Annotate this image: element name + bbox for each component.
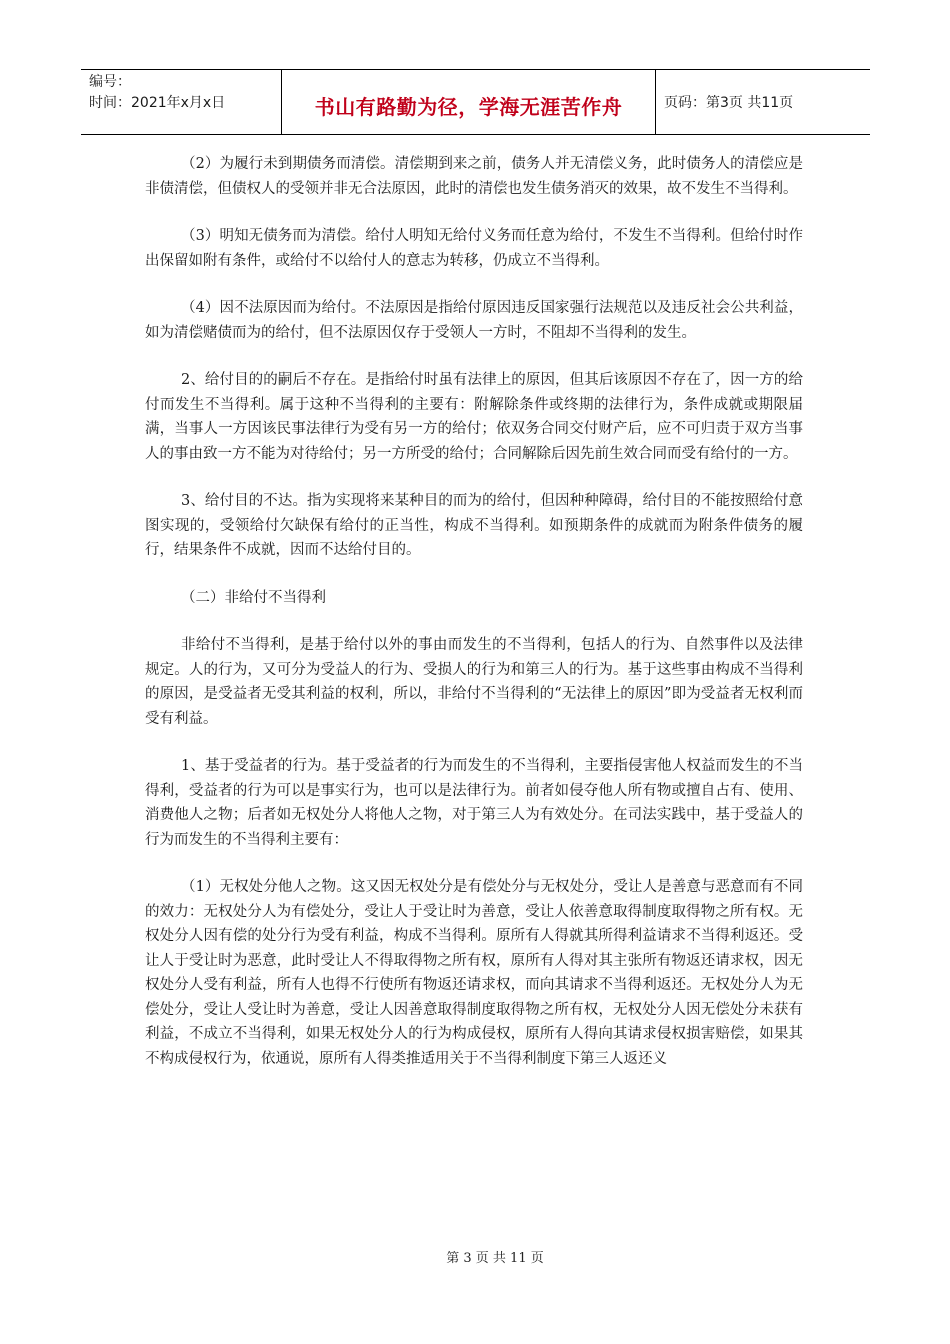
header-motto: 书山有路勤为径，学海无涯苦作舟	[314, 94, 623, 119]
header-motto-cell	[282, 70, 656, 134]
page-footer	[0, 1247, 950, 1266]
document-body	[145, 152, 803, 1094]
header-page-cell	[656, 70, 870, 134]
page-header	[81, 69, 870, 135]
header-meta-cell	[81, 70, 282, 134]
body-paragraph: 非给付不当得利，是基于给付以外的事由而发生的不当得利，包括人的行为、自然事件以及法律规定。人的行为，又可分为受益人的行为、受损人的行为和第三人的行为。基于这些事由构成不当得利的原因，是受益者无受其利益的权利，所以，非给付不当得利的“无法律上的原因”即为受益者无权利而受有利益。	[145, 637, 803, 727]
header-page-number: 页码：第3页 共11页	[664, 95, 794, 111]
body-paragraph: 1、基于受益者的行为。基于受益者的行为而发生的不当得利，主要指侵害他人权益而发生的不当得利，受益者的行为可以是事实行为，也可以是法律行为。前者如侵夺他人所有物或擅自占有、使用、消费他人之物；后者如无权处分人将他人之物，对于第三人为有效处分。在司法实践中，基于受益人的行为而发生的不当得利主要有：	[145, 758, 803, 848]
body-paragraph: （4）因不法原因而为给付。不法原因是指给付原因违反国家强行法规范以及违反社会公共利益，如为清偿赌债而为的给付，但不法原因仅存于受领人一方时，不阻却不当得利的发生。	[145, 300, 803, 341]
section-heading: （二）非给付不当得利	[181, 589, 326, 606]
document-number-label: 编号：	[89, 74, 131, 90]
footer-page-number: 第 3 页 共 11 页	[446, 1251, 544, 1266]
body-paragraph: （2）为履行未到期债务而清偿。清偿期到来之前，债务人并无清偿义务，此时债务人的清偿应是非债清偿，但债权人的受领并非无合法原因，此时的清偿也发生债务消灭的效果，故不发生不当得利。	[145, 156, 803, 197]
body-paragraph: （1）无权处分他人之物。这又因无权处分是有偿处分与无权处分，受让人是善意与恶意而有不同的效力：无权处分人为有偿处分，受让人于受让时为善意，受让人依善意取得制度取得物之所有权。无权处分人因有偿的处分行为受有利益，构成不当得利。原所有人得就其所得利益请求不当得利返还。受让人于受让时为恶意，此时受让人不得取得物之所有权，原所有人得对其主张所有物返还请求权，因无权处分人受有利益，所有人也得不行使所有物返还请求权，而向其请求不当得利返还。无权处分人为无偿处分，受让人受让时为善意，受让人因善意取得制度取得物之所有权，无权处分人因无偿处分未获有利益，不成立不当得利，如果无权处分人的行为构成侵权，原所有人得向其请求侵权损害赔偿，如果其不构成侵权行为，依通说，原所有人得类推适用关于不当得利制度下第三人返还义	[145, 879, 803, 1067]
document-time-label: 时间：2021年x月x日	[89, 95, 226, 111]
body-paragraph: 2、给付目的的嗣后不存在。是指给付时虽有法律上的原因，但其后该原因不存在了，因一方的给付而发生不当得利。属于这种不当得利的主要有：附解除条件或终期的法律行为，条件成就或期限届满，当事人一方因该民事法律行为受有另一方的给付；依双务合同交付财产后，应不可归责于双方当事人的事由致一方不能为对待给付；另一方所受的给付；合同解除后因先前生效合同而受有给付的一方。	[145, 372, 803, 462]
body-paragraph: 3、给付目的不达。指为实现将来某种目的而为的给付，但因种种障碍，给付目的不能按照给付意图实现的，受领给付欠缺保有给付的正当性，构成不当得利。如预期条件的成就而为附条件债务的履行，结果条件不成就，因而不达给付目的。	[145, 493, 803, 558]
body-paragraph: （3）明知无债务而为清偿。给付人明知无给付义务而任意为给付，不发生不当得利。但给付时作出保留如附有条件，或给付不以给付人的意志为转移，仍成立不当得利。	[145, 228, 803, 269]
